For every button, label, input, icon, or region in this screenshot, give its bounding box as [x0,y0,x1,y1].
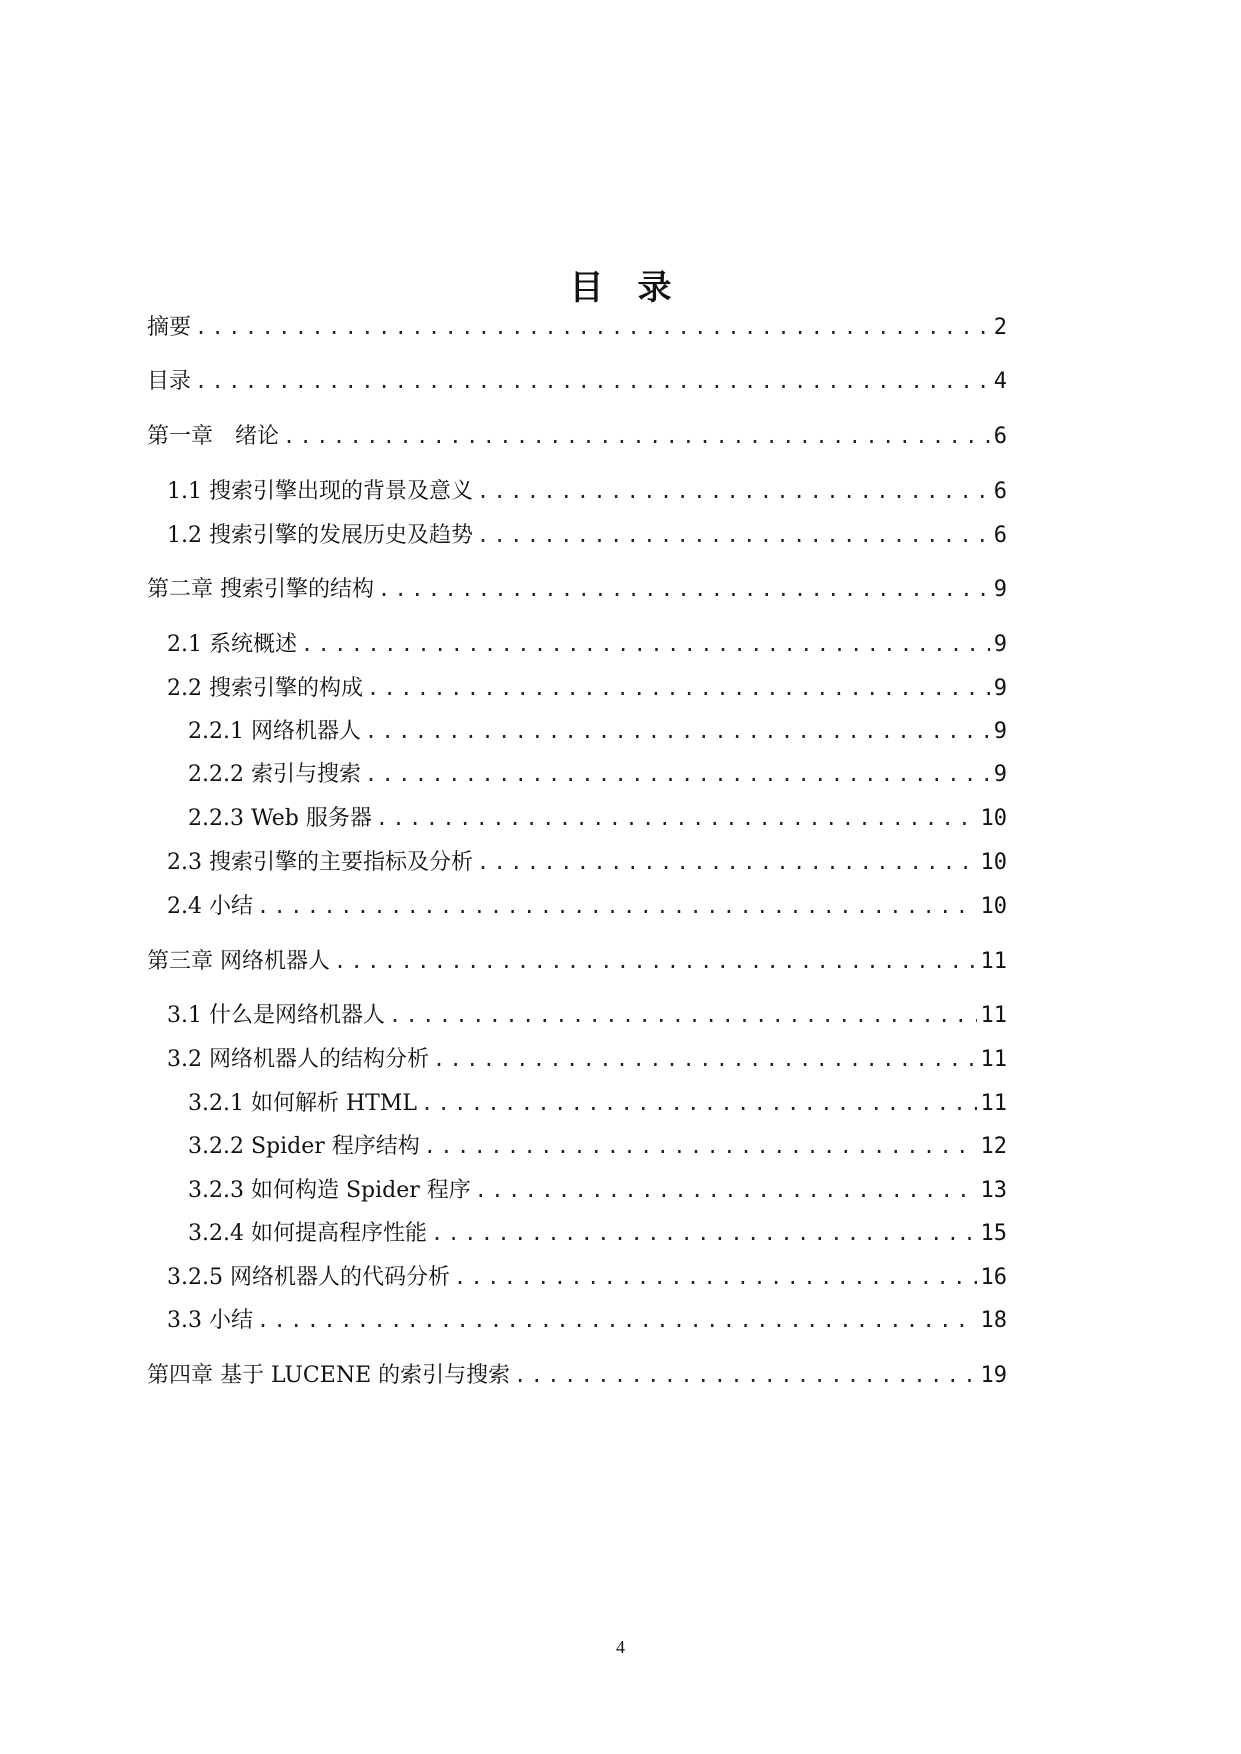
toc-entry-page: 10 [980,894,1007,919]
toc-leader-dots [365,759,990,789]
toc-entry-section-2-2-3[interactable] [188,803,1007,833]
toc-entry-chapter-4[interactable] [147,1360,1007,1390]
toc-leader-dots [301,629,990,659]
toc-entry-label: 1.2 搜索引擎的发展历史及趋势 [167,523,473,548]
toc-entry-page: 13 [980,1178,1007,1203]
toc-entry-page: 9 [993,632,1007,657]
toc-entry-page: 2 [993,315,1007,340]
toc-entry-page: 11 [980,1091,1007,1116]
toc-entry-section-1-2[interactable] [167,520,1007,550]
toc-entry-label: 3.2.1 如何解析 HTML [188,1091,417,1116]
toc-entry-label: 2.2.1 网络机器人 [188,719,361,744]
toc-entry-page: 11 [980,1003,1007,1028]
toc-entry-page: 4 [993,369,1007,394]
toc-leader-dots [257,891,977,921]
toc-leader-dots [367,673,990,703]
toc-entry-page: 9 [993,676,1007,701]
toc-leader-dots [514,1360,976,1390]
toc-entry-label: 3.2.4 如何提高程序性能 [188,1221,427,1246]
toc-entry-label: 3.3 小结 [167,1308,253,1333]
toc-entry-label: 2.2.2 索引与搜索 [188,762,361,787]
toc-entry-page: 9 [993,762,1007,787]
toc-leader-dots [433,1044,977,1074]
toc-entry-chapter-1[interactable] [147,421,1007,451]
toc-leader-dots [376,803,977,833]
toc-entry-label: 2.1 系统概述 [167,632,297,657]
toc-entry-section-2-2-2[interactable] [188,759,1007,789]
toc-leader-dots [477,520,990,550]
toc-entry-section-2-2-1[interactable] [188,716,1007,746]
toc-entry-label: 第二章 搜索引擎的结构 [147,577,374,602]
toc-leader-dots [454,1262,977,1292]
toc-entry-label: 2.2 搜索引擎的构成 [167,676,363,701]
toc-entry-page: 10 [980,850,1007,875]
toc-leader-dots [378,574,990,604]
toc-leader-dots [365,716,990,746]
toc-entry-section-2-2[interactable] [167,673,1007,703]
page-title: 目录 [569,268,706,308]
toc-entry-page: 9 [993,577,1007,602]
toc-entry-section-2-4[interactable] [167,891,1007,921]
toc-entry-section-2-3[interactable] [167,847,1007,877]
toc-entry-page: 12 [980,1134,1007,1159]
toc-entry-page: 10 [980,806,1007,831]
toc-entry-section-2-1[interactable] [167,629,1007,659]
toc-entry-page: 6 [993,479,1007,504]
toc-entry-label: 3.2 网络机器人的结构分析 [167,1047,429,1072]
toc-entry-contents[interactable] [147,366,1007,396]
toc-entry-label: 3.1 什么是网络机器人 [167,1003,385,1028]
toc-entry-section-3-1[interactable] [167,1000,1007,1030]
toc-leader-dots [257,1305,977,1335]
toc-entry-label: 3.2.3 如何构造 Spider 程序 [188,1178,471,1203]
toc-entry-label: 2.2.3 Web 服务器 [188,806,372,831]
toc-entry-page: 19 [980,1363,1007,1388]
toc-leader-dots [475,1175,977,1205]
toc-entry-page: 16 [980,1265,1007,1290]
toc-entry-page: 9 [993,719,1007,744]
toc-leader-dots [477,476,990,506]
toc-entry-label: 3.2.5 网络机器人的代码分析 [167,1265,450,1290]
toc-entry-page: 6 [993,523,1007,548]
toc-entry-section-1-1[interactable] [167,476,1007,506]
toc-entry-section-3-2-4[interactable] [188,1218,1007,1248]
toc-entry-section-3-2-2[interactable] [188,1131,1007,1161]
toc-entry-label: 1.1 搜索引擎出现的背景及意义 [167,479,473,504]
toc-entry-abstract[interactable] [147,312,1007,342]
page-number: 4 [616,1637,625,1657]
toc-entry-label: 摘要 [147,315,192,340]
toc-entry-page: 15 [980,1221,1007,1246]
toc-entry-label: 第四章 基于 LUCENE 的索引与搜索 [147,1363,511,1388]
toc-entry-section-3-2-5[interactable] [167,1262,1007,1292]
toc-entry-section-3-2[interactable] [167,1044,1007,1074]
toc-entry-label: 3.2.2 Spider 程序结构 [188,1134,420,1159]
toc-entry-label: 第三章 网络机器人 [147,949,330,974]
toc-leader-dots [477,847,977,877]
toc-entry-section-3-2-1[interactable] [188,1088,1007,1118]
toc-entry-chapter-2[interactable] [147,574,1007,604]
toc-entry-page: 11 [980,1047,1007,1072]
toc-entry-section-3-3[interactable] [167,1305,1007,1335]
toc-entry-page: 6 [993,424,1007,449]
toc-leader-dots [195,366,990,396]
toc-leader-dots [389,1000,977,1030]
toc-entry-label: 2.3 搜索引擎的主要指标及分析 [167,850,473,875]
toc-entry-page: 18 [980,1308,1007,1333]
toc-entry-page: 11 [980,949,1007,974]
toc-leader-dots [283,421,990,451]
toc-leader-dots [195,312,990,342]
toc-entry-chapter-3[interactable] [147,946,1007,976]
toc-entry-label: 第一章 绪论 [147,424,280,449]
toc-leader-dots [334,946,977,976]
toc-entry-section-3-2-3[interactable] [188,1175,1007,1205]
toc-entry-label: 2.4 小结 [167,894,253,919]
toc-leader-dots [431,1218,977,1248]
toc-entry-label: 目录 [147,369,192,394]
toc-leader-dots [424,1131,977,1161]
toc-leader-dots [421,1088,977,1118]
